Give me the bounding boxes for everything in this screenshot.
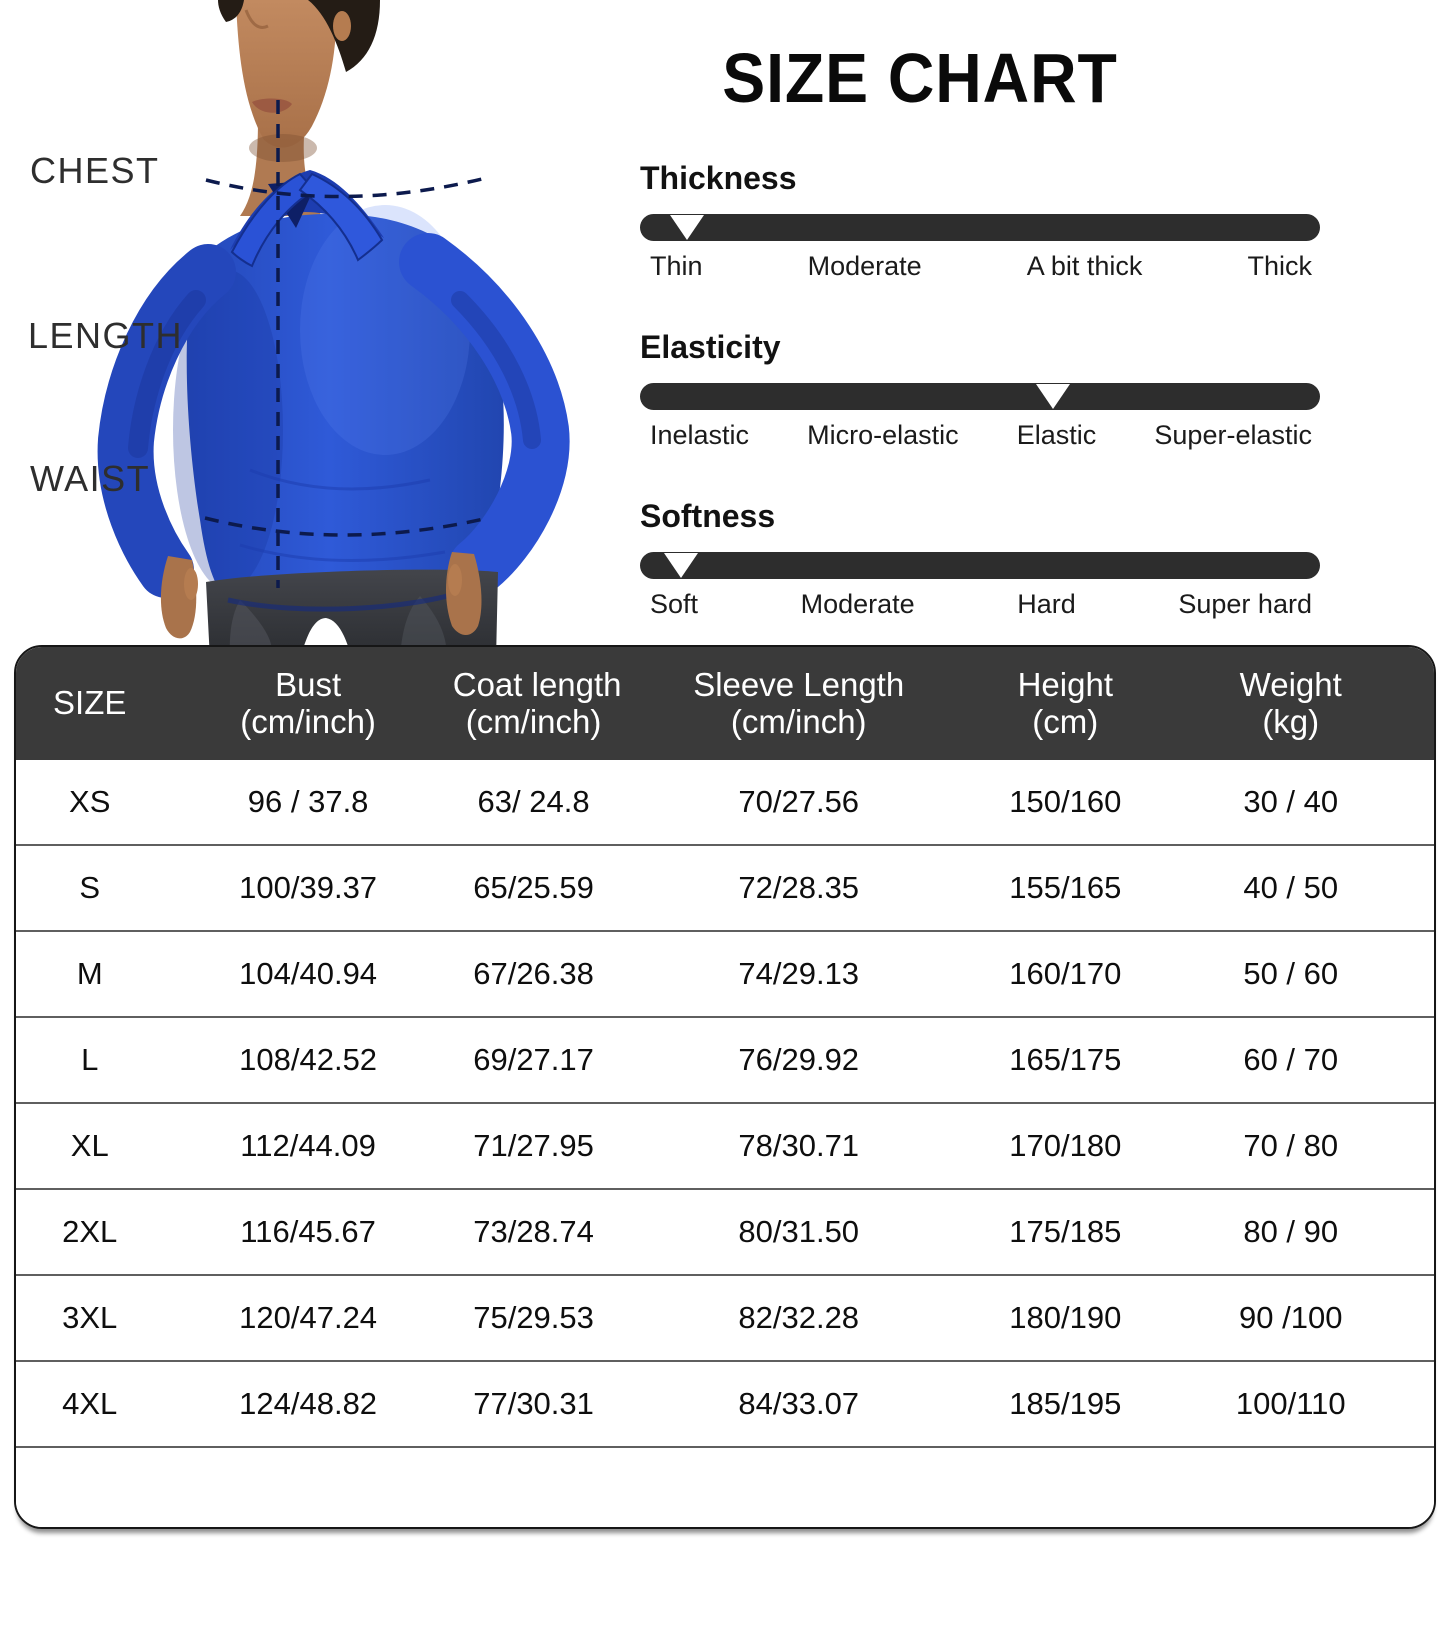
table-row bbox=[16, 844, 1434, 930]
table-cell: 72/28.35 bbox=[738, 870, 860, 905]
table-cell: 108/42.52 bbox=[239, 1042, 378, 1077]
table-cell: 73/28.74 bbox=[473, 1214, 594, 1249]
attribute-level-label: Thick bbox=[1247, 250, 1312, 281]
table-row bbox=[16, 1188, 1434, 1274]
table-cell: 30 / 40 bbox=[1243, 784, 1339, 819]
column-header bbox=[163, 667, 452, 741]
table-cell: 160/170 bbox=[1009, 956, 1122, 991]
table-cell: 120/47.24 bbox=[239, 1300, 378, 1335]
table-cell: 70 / 80 bbox=[1243, 1128, 1339, 1163]
fabric-attribute-group bbox=[640, 329, 1320, 451]
attribute-name-label: Thickness bbox=[640, 159, 797, 196]
table-cell: 75/29.53 bbox=[473, 1300, 594, 1335]
table-cell: 74/29.13 bbox=[738, 956, 860, 991]
table-cell: 100/110 bbox=[1235, 1386, 1346, 1421]
column-header-unit: (cm/inch) bbox=[465, 702, 602, 740]
size-table-body bbox=[16, 760, 1434, 1446]
attribute-level-label: Hard bbox=[1017, 588, 1076, 619]
table-row bbox=[16, 1016, 1434, 1102]
column-header-unit: (cm) bbox=[1032, 702, 1099, 740]
column-header-label: Height bbox=[1017, 665, 1113, 703]
attribute-name-label: Elasticity bbox=[640, 328, 781, 365]
size-cell: XL bbox=[70, 1128, 109, 1163]
table-cell: 69/27.17 bbox=[473, 1042, 594, 1077]
column-header-label: Weight bbox=[1239, 665, 1342, 703]
table-cell: 100/39.37 bbox=[239, 870, 378, 905]
length-measure-label: LENGTH bbox=[28, 315, 184, 356]
attribute-level-label: Inelastic bbox=[650, 419, 750, 450]
table-row bbox=[16, 1360, 1434, 1446]
table-cell: 65/25.59 bbox=[473, 870, 594, 905]
size-table-empty-row bbox=[16, 1446, 1434, 1527]
table-cell: 165/175 bbox=[1009, 1042, 1122, 1077]
table-cell: 80/31.50 bbox=[738, 1214, 860, 1249]
attribute-name-label: Softness bbox=[640, 497, 776, 534]
model-ear bbox=[333, 11, 351, 41]
fabric-attribute-list bbox=[640, 160, 1320, 620]
column-header bbox=[1148, 667, 1434, 741]
column-header-unit: (kg) bbox=[1262, 702, 1320, 740]
table-cell: 77/30.31 bbox=[473, 1386, 594, 1421]
attribute-level-label: Micro-elastic bbox=[807, 419, 959, 450]
attribute-level-label: Thin bbox=[650, 250, 703, 281]
table-cell: 50 / 60 bbox=[1243, 956, 1339, 991]
size-cell: L bbox=[81, 1042, 99, 1077]
size-cell: 2XL bbox=[62, 1214, 118, 1249]
slider-indicator-icon bbox=[664, 553, 698, 578]
column-header bbox=[452, 665, 622, 741]
column-header bbox=[983, 667, 1147, 741]
column-header bbox=[614, 667, 983, 741]
table-cell: 150/160 bbox=[1009, 784, 1122, 819]
attribute-level-labels bbox=[640, 589, 1320, 620]
chin-shadow bbox=[249, 134, 317, 162]
table-row bbox=[16, 1274, 1434, 1360]
left-thumb bbox=[184, 568, 198, 600]
table-cell: 180/190 bbox=[1009, 1300, 1122, 1335]
table-cell: 80 / 90 bbox=[1243, 1214, 1339, 1249]
attribute-level-label: A bit thick bbox=[1026, 250, 1143, 281]
attribute-level-label: Elastic bbox=[1016, 419, 1097, 450]
table-cell: 84/33.07 bbox=[738, 1386, 860, 1421]
page-title: SIZE CHART bbox=[722, 39, 1118, 117]
slider-indicator-icon bbox=[1036, 384, 1070, 409]
table-cell: 170/180 bbox=[1009, 1128, 1122, 1163]
table-cell: 63/ 24.8 bbox=[477, 784, 590, 819]
table-row bbox=[16, 1102, 1434, 1188]
table-cell: 116/45.67 bbox=[240, 1214, 376, 1249]
fabric-info-panel bbox=[640, 39, 1320, 667]
table-cell: 71/27.95 bbox=[473, 1128, 594, 1163]
attribute-level-label: Soft bbox=[650, 588, 699, 619]
table-cell: 76/29.92 bbox=[738, 1042, 860, 1077]
waist-measure-label: WAIST bbox=[30, 458, 151, 499]
size-table bbox=[14, 645, 1436, 1529]
column-header-label: Coat length bbox=[452, 665, 622, 703]
column-header-unit: (cm/inch) bbox=[240, 702, 376, 740]
table-cell: 82/32.28 bbox=[738, 1300, 860, 1335]
attribute-level-label: Super hard bbox=[1178, 588, 1312, 619]
column-header-label: Sleeve Length bbox=[693, 665, 905, 703]
table-cell: 67/26.38 bbox=[473, 956, 594, 991]
attribute-level-bar bbox=[640, 383, 1320, 410]
chest-measure-label: CHEST bbox=[30, 150, 160, 191]
column-header bbox=[16, 685, 163, 722]
table-cell: 112/44.09 bbox=[240, 1128, 376, 1163]
size-cell: 4XL bbox=[62, 1386, 118, 1421]
attribute-level-bar bbox=[640, 214, 1320, 241]
attribute-level-labels bbox=[640, 251, 1320, 282]
column-header-unit: (cm/inch) bbox=[730, 702, 867, 740]
size-cell: XS bbox=[69, 784, 111, 819]
table-cell: 175/185 bbox=[1009, 1214, 1122, 1249]
size-table-header-row bbox=[16, 647, 1434, 760]
table-row bbox=[16, 930, 1434, 1016]
table-cell: 40 / 50 bbox=[1243, 870, 1339, 905]
fabric-attribute-group bbox=[640, 498, 1320, 620]
table-cell: 155/165 bbox=[1009, 870, 1122, 905]
table-cell: 104/40.94 bbox=[239, 956, 378, 991]
attribute-level-label: Super-elastic bbox=[1154, 419, 1312, 450]
fabric-attribute-group bbox=[640, 160, 1320, 282]
table-cell: 78/30.71 bbox=[738, 1128, 860, 1163]
right-thumb bbox=[448, 564, 462, 596]
slider-indicator-icon bbox=[670, 215, 704, 240]
column-header-label: Bust bbox=[275, 665, 342, 703]
size-cell: 3XL bbox=[62, 1300, 118, 1335]
size-cell: M bbox=[76, 956, 103, 991]
attribute-level-label: Moderate bbox=[807, 250, 922, 281]
table-cell: 124/48.82 bbox=[239, 1386, 378, 1421]
attribute-level-label: Moderate bbox=[800, 588, 915, 619]
table-row bbox=[16, 760, 1434, 844]
attribute-level-bar bbox=[640, 552, 1320, 579]
table-cell: 185/195 bbox=[1009, 1386, 1122, 1421]
table-cell: 70/27.56 bbox=[738, 784, 860, 819]
table-cell: 60 / 70 bbox=[1243, 1042, 1339, 1077]
size-cell: S bbox=[79, 870, 101, 905]
table-cell: 96 / 37.8 bbox=[247, 784, 369, 819]
table-cell: 90 /100 bbox=[1239, 1300, 1343, 1335]
attribute-level-labels bbox=[640, 420, 1320, 451]
column-header-label: SIZE bbox=[53, 684, 127, 722]
